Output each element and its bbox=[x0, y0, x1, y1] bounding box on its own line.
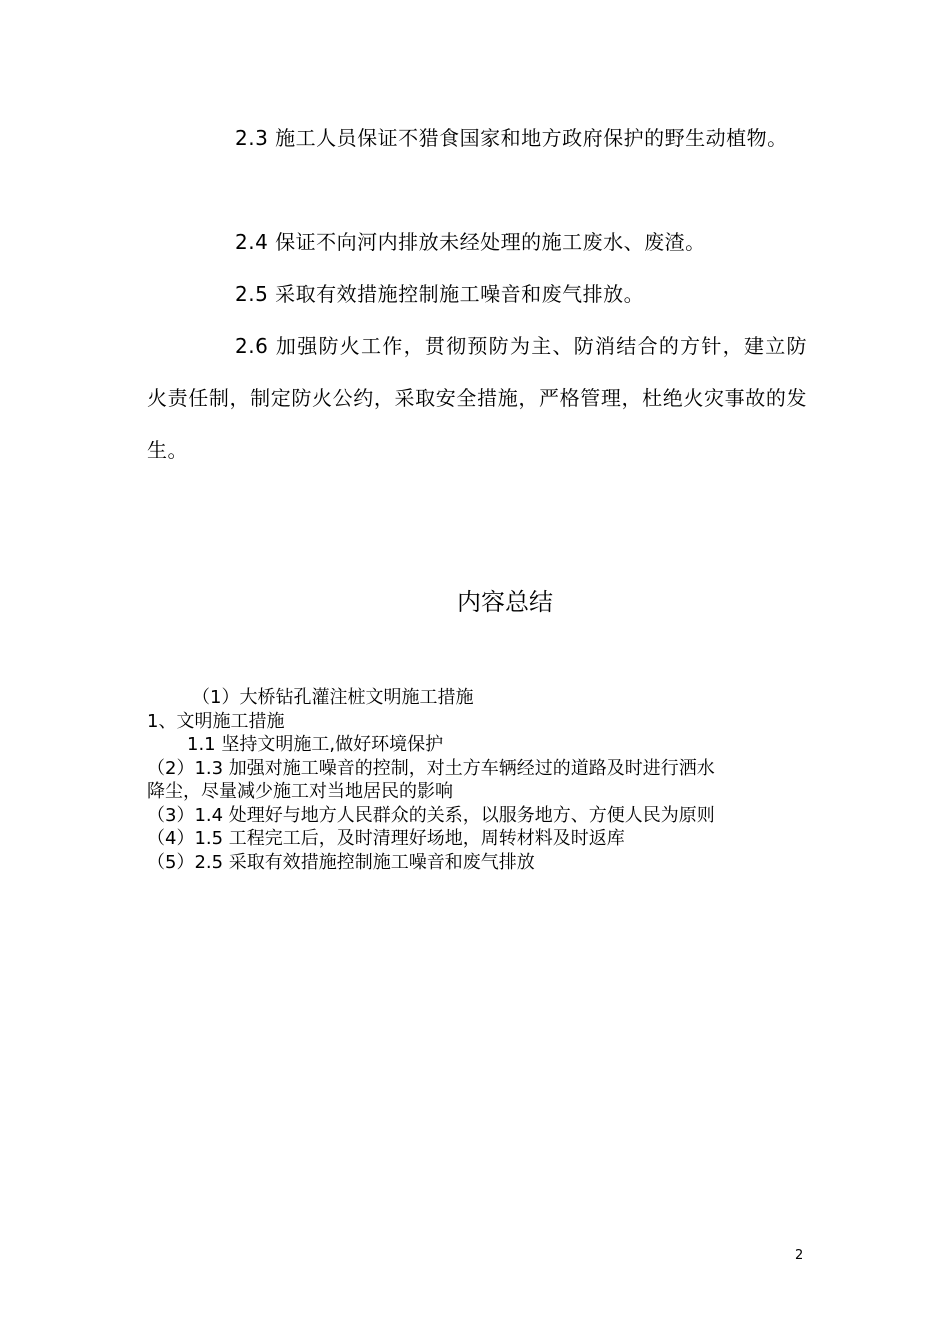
paragraph-2-3: 2.3 施工人员保证不猎食国家和地方政府保护的野生动植物。 bbox=[235, 126, 788, 150]
summary-line: （3）1.4 处理好与地方人民群众的关系，以服务地方、方便人民为原则 bbox=[147, 804, 715, 826]
summary-title: 内容总结 bbox=[457, 588, 553, 616]
paragraph-2-5: 2.5 采取有效措施控制施工噪音和废气排放。 bbox=[235, 282, 645, 306]
summary-line: 1、文明施工措施 bbox=[147, 710, 285, 732]
summary-line: （5）2.5 采取有效措施控制施工噪音和废气排放 bbox=[147, 851, 535, 873]
paragraph-2-4: 2.4 保证不向河内排放未经处理的施工废水、废渣。 bbox=[235, 230, 706, 254]
summary-line: 降尘，尽量减少施工对当地居民的影响 bbox=[147, 781, 453, 802]
summary-line: （4）1.5 工程完工后，及时清理好场地，周转材料及时返库 bbox=[147, 828, 625, 849]
summary-list bbox=[147, 686, 817, 874]
summary-line: （2）1.3 加强对施工噪音的控制，对土方车辆经过的道路及时进行洒水 bbox=[147, 757, 715, 779]
page-number: 2 bbox=[795, 1248, 804, 1263]
summary-line: 1.1 坚持文明施工,做好环境保护 bbox=[187, 734, 444, 755]
summary-line: （1）大桥钻孔灌注桩文明施工措施 bbox=[192, 687, 474, 708]
paragraph-2-6: 2.6 加强防火工作，贯彻预防为主、防消结合的方针，建立防火责任制，制定防火公约，采取安全措施，严格管理，杜绝火灾事故的发生。 bbox=[147, 334, 807, 462]
